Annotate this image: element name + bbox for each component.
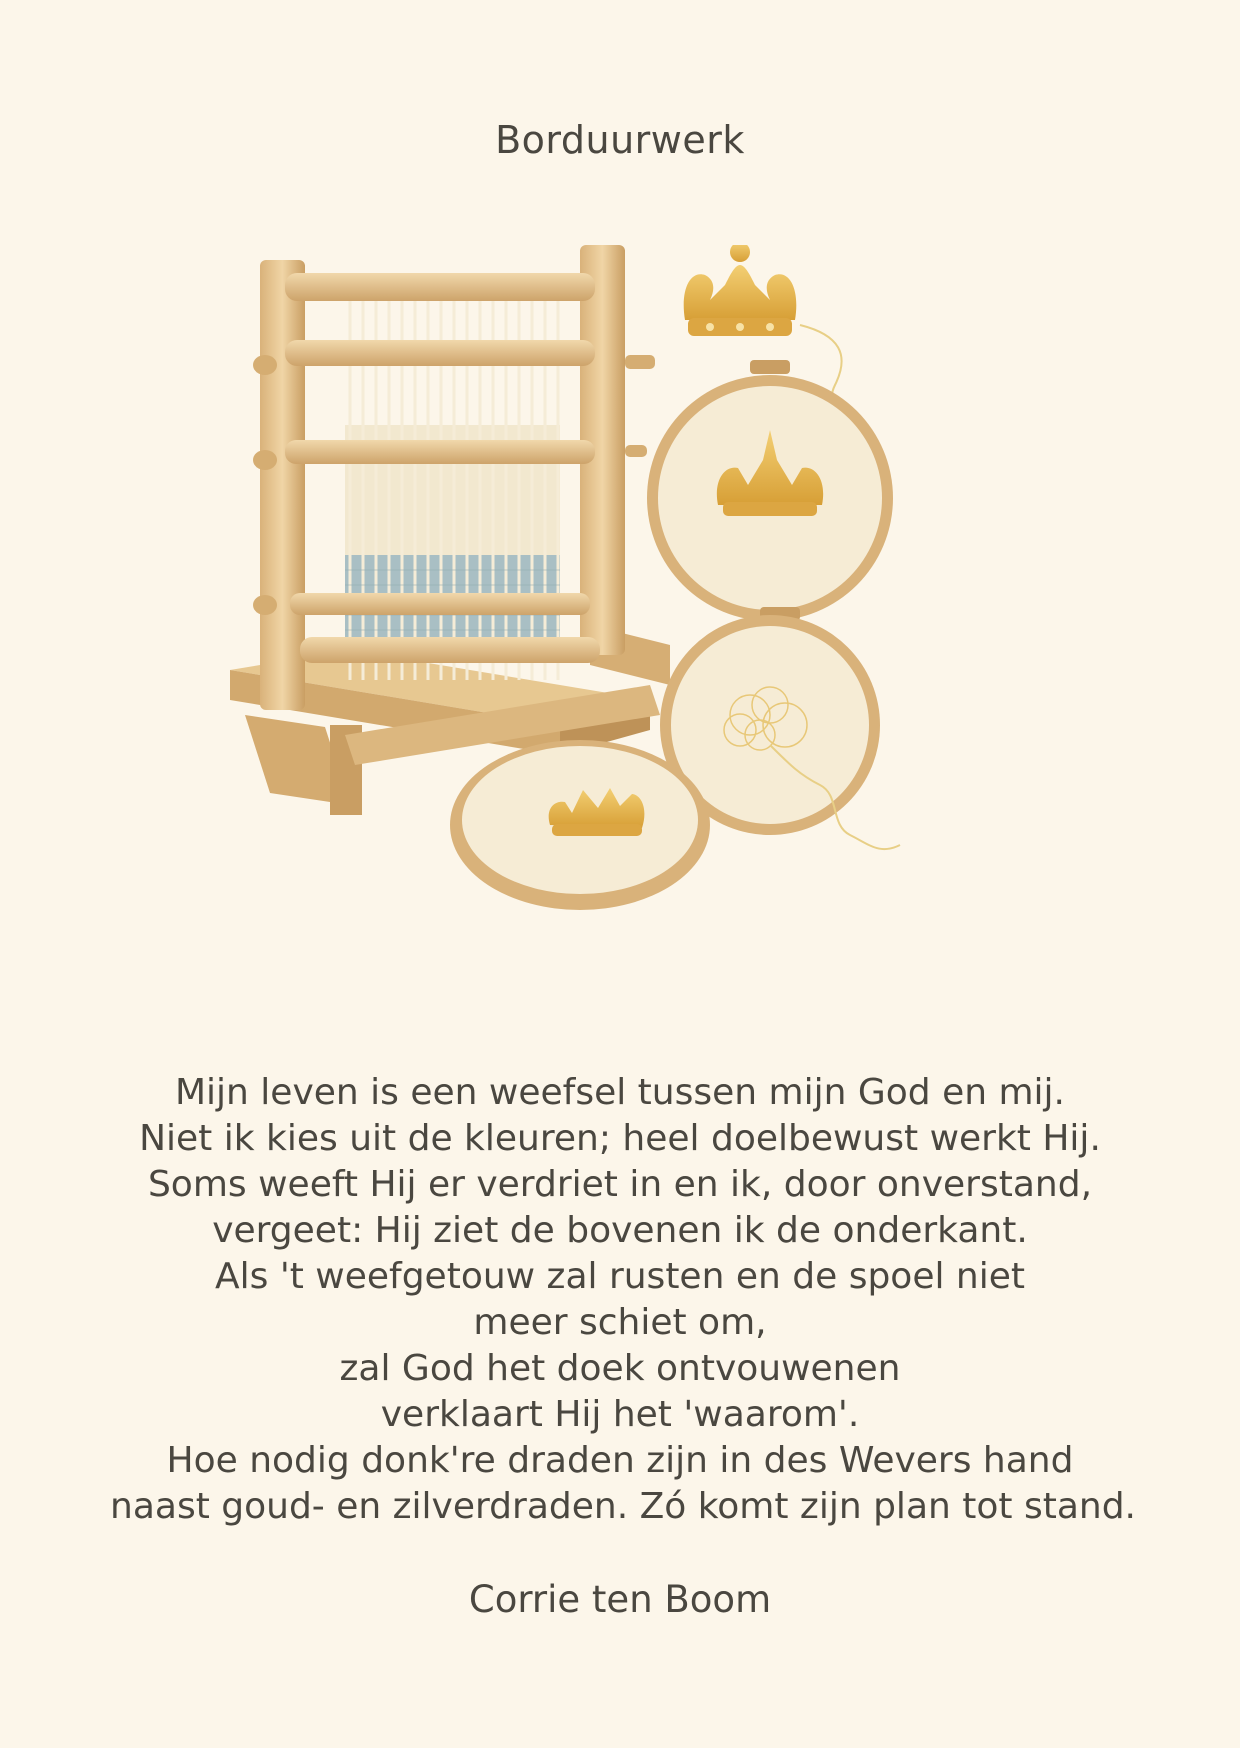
author: Corrie ten Boom (468, 1578, 772, 1621)
poem-line: zal God het doek ontvouwenen verklaart Hij het 'waarom'. (339, 1348, 901, 1435)
illustration (230, 245, 1030, 1005)
poem (110, 1070, 1136, 1530)
poem-line: Niet ik kies uit de kleuren; heel doelbewust werkt Hij. (139, 1118, 1101, 1159)
embroidery-hoop-icon (450, 740, 710, 910)
poem-line: vergeet: Hij ziet de bovenen ik de onderkant. (212, 1210, 1028, 1251)
poem-line: Als 't weefgetouw zal rusten en de spoel niet meer schiet om, (215, 1256, 1025, 1343)
weaving-loom-icon (230, 245, 670, 815)
embroidery-hoop-icon (647, 360, 893, 621)
poem-line: Hoe nodig donk're draden zijn in des Wevers hand (166, 1440, 1074, 1481)
poem-line: naast goud- en zilverdraden. Zó komt zijn plan tot stand. (110, 1486, 1136, 1527)
page-title: Borduurwerk (495, 118, 745, 162)
crown-icon (684, 245, 797, 336)
poem-line: Mijn leven is een weefsel tussen mijn God en mij. (174, 1072, 1066, 1113)
poem-line: Soms weeft Hij er verdriet in en ik, door onverstand, (147, 1164, 1093, 1205)
